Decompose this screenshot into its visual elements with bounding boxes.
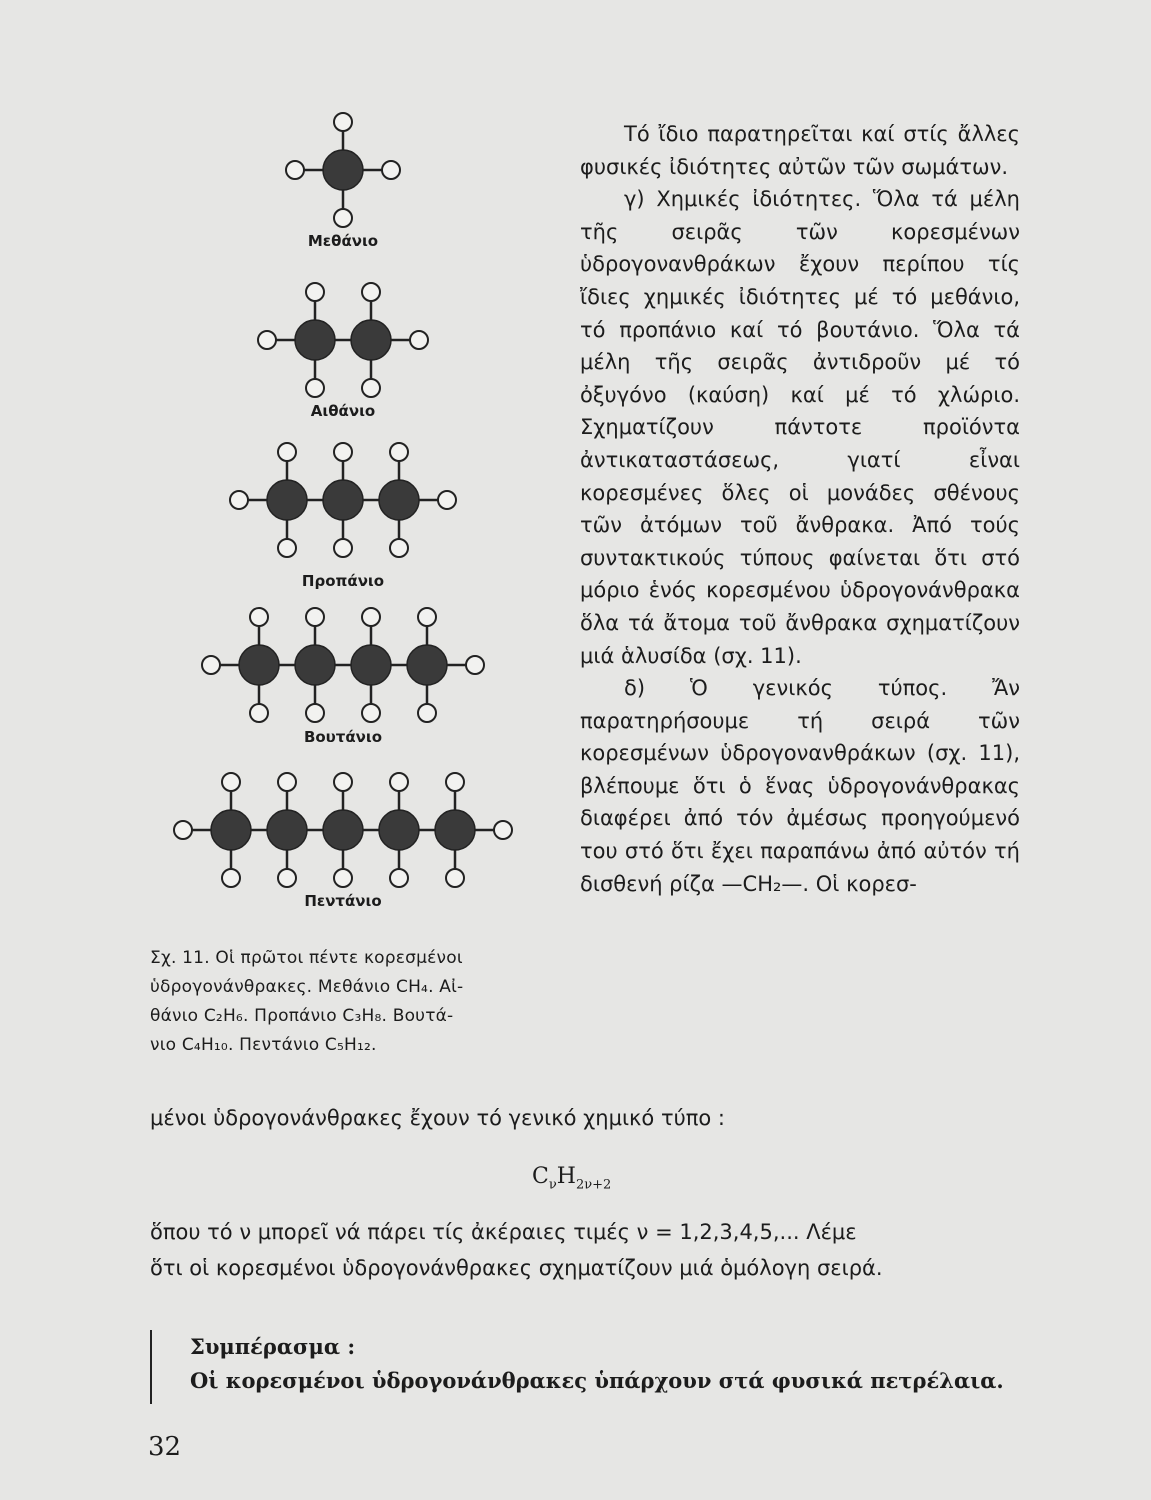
hydrogen-atom: [258, 331, 276, 349]
hydrogen-atom: [334, 113, 352, 131]
paragraph-general-formula: δ) Ὁ γενικός τύπος. Ἄν παρατηρήσουμε τή σειρά τῶν κορεσμένων ὑδρογονανθράκων (σχ. 11), βλέπουμε ὅτι ὁ ἕνας ὑδρογονάνθρακας διαφέρει ἀπό τόν ἀμέσως προηγούμενό του στό ὅτι ἔχει παραπάνω ἀπό αὐτόν τή δισθενή ρίζα —CH₂—. Οἱ κορεσ-: [580, 676, 1020, 896]
hydrogen-atom: [278, 773, 296, 791]
hydrogen-atom: [222, 773, 240, 791]
hydrogen-atom: [202, 656, 220, 674]
carbon-atom: [211, 810, 251, 850]
hydrogen-atom: [334, 539, 352, 557]
carbon-atom: [295, 320, 335, 360]
general-formula: [532, 1164, 611, 1192]
hydrogen-atom: [390, 539, 408, 557]
formula-sub-n: ν: [548, 1177, 557, 1193]
caption-line: ὑδρογονάνθρακες. Μεθάνιο CH₄. Αἰ-: [150, 977, 464, 997]
carbon-atom: [267, 810, 307, 850]
figure-caption: [150, 944, 570, 1060]
hydrogen-atom: [278, 869, 296, 887]
formula-hydrogen: H: [556, 1164, 576, 1189]
molecule-label: Αιθάνιο: [310, 402, 376, 420]
hydrogen-atom: [362, 379, 380, 397]
hydrogen-atom: [306, 704, 324, 722]
formula-carbon: C: [532, 1164, 549, 1189]
hydrogen-atom: [174, 821, 192, 839]
hydrogen-atom: [494, 821, 512, 839]
hydrogen-atom: [306, 608, 324, 626]
molecule-label: Μεθάνιο: [307, 232, 379, 250]
hydrogen-atom: [334, 209, 352, 227]
formula-sub-2n2: 2ν+2: [575, 1177, 612, 1193]
caption-line: νιο C₄H₁₀. Πεντάνιο C₅H₁₂.: [150, 1035, 377, 1055]
hydrogen-atom: [382, 161, 400, 179]
hydrogen-atom: [362, 283, 380, 301]
caption-line: θάνιο C₂H₆. Προπάνιο C₃H₈. Βουτά-: [150, 1006, 454, 1026]
hydrogen-atom: [390, 773, 408, 791]
hydrogen-atom: [390, 869, 408, 887]
paragraph-chemical-properties: γ) Χημικές ἰδιότητες. Ὅλα τά μέλη τῆς σειρᾶς τῶν κορεσμένων ὑδρογονανθράκων ἔχουν περίπου τίς ἴδιες χημικές ἰδιότητες μέ τό μεθάνιο, τό προπάνιο καί τό βουτάνιο. Ὅλα τά μέλη τῆς σειρᾶς ἀντιδροῦν μέ τό ὀξυγόνο (καύση) καί μέ τό χλώριο. Σχηματίζουν πάντοτε προϊόντα ἀντικαταστάσεως, γιατί εἶναι κορεσμένες ὅλες οἱ μονάδες σθένους τῶν ἀτόμων τοῦ ἄνθρακα. Ἀπό τούς συντακτικούς τύπους φαίνεται ὅτι στό μόριο ἑνός κορεσμένου ὑδρογονάνθρακα ὅλα τά ἄτομα τοῦ ἄνθρακα σχηματίζουν μιά ἁλυσίδα (σχ. 11).: [580, 187, 1020, 668]
homologous-line-2: ὅτι οἱ κορεσμένοι ὑδρογονάνθρακες σχηματίζουν μιά ὁμόλογη σειρά.: [150, 1256, 883, 1280]
conclusion-text: Οἱ κορεσμένοι ὑδρογονάνθρακες ὑπάρχουν στά φυσικά πετρέλαια.: [190, 1368, 1004, 1393]
hydrogen-atom: [362, 608, 380, 626]
right-column-text: [580, 118, 1020, 900]
hydrogen-atom: [418, 608, 436, 626]
hydrogen-atom: [418, 704, 436, 722]
hydrogen-atom: [334, 443, 352, 461]
conclusion-title: Συμπέρασμα :: [190, 1334, 356, 1359]
conclusion-box: [150, 1330, 1060, 1404]
carbon-atom: [379, 480, 419, 520]
paragraph-physical-properties: Τό ἴδιο παρατηρεῖται καί στίς ἄλλες φυσικές ἰδιότητες αὐτῶν τῶν σωμάτων.: [580, 122, 1020, 179]
carbon-atom: [323, 480, 363, 520]
hydrogen-atom: [446, 869, 464, 887]
homologous-line-1: ὅπου τό ν μπορεῖ νά πάρει τίς ἀκέραιες τιμές ν = 1,2,3,4,5,... Λέμε: [150, 1220, 857, 1244]
hydrogen-atom: [446, 773, 464, 791]
hydrogen-atom: [438, 491, 456, 509]
hydrogen-atom: [362, 704, 380, 722]
hydrogen-atom: [334, 773, 352, 791]
hydrogen-atom: [334, 869, 352, 887]
alkane-molecules-figure: [120, 100, 580, 940]
hydrogen-atom: [306, 379, 324, 397]
carbon-atom: [323, 810, 363, 850]
carbon-atom: [379, 810, 419, 850]
page-number: 32: [148, 1432, 182, 1462]
hydrogen-atom: [278, 443, 296, 461]
caption-line: Σχ. 11. Οἱ πρῶτοι πέντε κορεσμένοι: [150, 948, 463, 968]
hydrogen-atom: [250, 704, 268, 722]
molecules-diagram: [120, 100, 580, 940]
carbon-atom: [351, 645, 391, 685]
hydrogen-atom: [230, 491, 248, 509]
carbon-atom: [323, 150, 363, 190]
molecule-label: Προπάνιο: [301, 572, 385, 590]
hydrogen-atom: [250, 608, 268, 626]
carbon-atom: [407, 645, 447, 685]
full-width-line: μένοι ὑδρογονάνθρακες ἔχουν τό γενικό χημικό τύπο :: [150, 1106, 725, 1130]
hydrogen-atom: [222, 869, 240, 887]
carbon-atom: [351, 320, 391, 360]
hydrogen-atom: [286, 161, 304, 179]
hydrogen-atom: [466, 656, 484, 674]
carbon-atom: [435, 810, 475, 850]
carbon-atom: [267, 480, 307, 520]
hydrogen-atom: [278, 539, 296, 557]
molecule-label: Πεντάνιο: [304, 892, 382, 910]
hydrogen-atom: [410, 331, 428, 349]
carbon-atom: [295, 645, 335, 685]
hydrogen-atom: [306, 283, 324, 301]
carbon-atom: [239, 645, 279, 685]
hydrogen-atom: [390, 443, 408, 461]
molecule-label: Βουτάνιο: [303, 728, 383, 746]
